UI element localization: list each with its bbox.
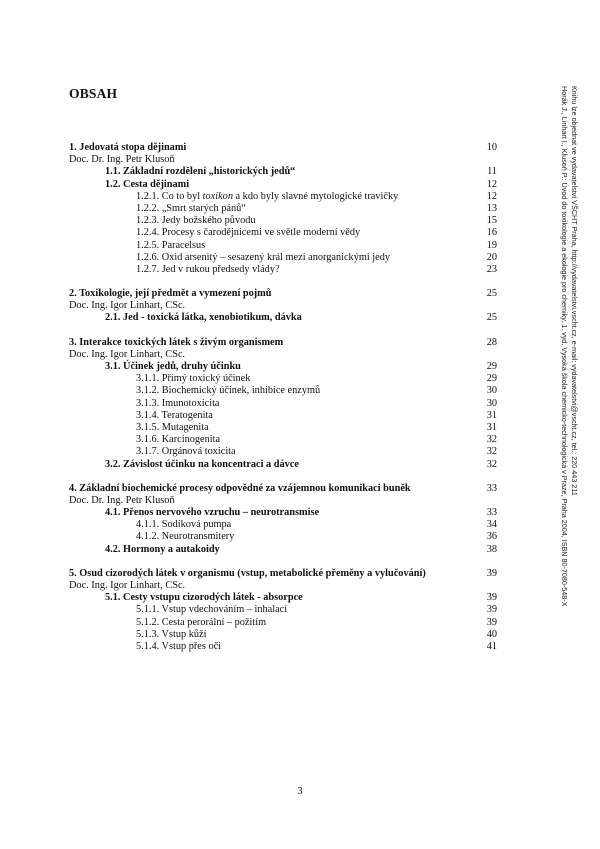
toc-entry-title: 4.1.2. Neurotransmitery	[136, 531, 235, 543]
toc-entry-page: 20	[486, 251, 497, 263]
toc-entry-page: 41	[486, 640, 497, 652]
toc-entry-title: 2.1. Jed - toxická látka, xenobiotikum, dávka	[105, 312, 302, 324]
toc-author	[69, 300, 497, 312]
toc-entry-title: 3.1.1. Přímý toxický účinek	[136, 373, 251, 385]
toc-entry-page: 36	[486, 531, 497, 543]
page-title: OBSAH	[69, 86, 118, 101]
toc-entry-page: 12	[486, 190, 497, 202]
toc-entry-title: 3.1.3. Imunotoxicita	[136, 397, 220, 409]
toc-entry-page: 19	[486, 239, 497, 251]
section-gap	[69, 471, 497, 483]
toc-entry-title: 4. Základní biochemické procesy odpovědné za vzájemnou komunikaci buněk	[69, 482, 411, 494]
toc-entry	[69, 641, 497, 653]
toc-entry-page: 29	[486, 373, 497, 385]
toc-entry-title: 5.1.4. Vstup přes oči	[136, 640, 222, 652]
toc-entry-title: 3.1.7. Orgánová toxicita	[136, 446, 236, 458]
toc-entry-title: 1.2.4. Procesy s čarodějnicemi ve světle moderní vědy	[136, 227, 361, 239]
toc-entry	[69, 410, 497, 422]
toc-entry-page: 39	[486, 592, 497, 604]
toc-entry-title: 1.1. Základní rozdělení „historických jedů“	[105, 166, 296, 178]
toc-entry-title: 1.2.3. Jedy božského původu	[136, 215, 256, 227]
toc-entry-title: 4.2. Hormony a autakoidy	[105, 543, 220, 555]
toc-entry	[69, 398, 497, 410]
toc-entry-title: 1.2.5. Paracelsus	[136, 239, 206, 251]
toc-entry-page: 40	[486, 628, 497, 640]
toc-entry-page: 29	[486, 361, 497, 372]
toc-entry-title: 5.1. Cesty vstupu cizorodých látek - absorpce	[105, 592, 303, 604]
toc-entry	[69, 288, 497, 300]
toc-entry-title: 1.2.2. „Smrt starých pánů“	[136, 202, 246, 214]
toc-entry	[69, 544, 497, 556]
toc-entry-title: Doc. Ing. Igor Linhart, CSc.	[69, 300, 186, 312]
section-gap	[69, 325, 497, 337]
toc-entry-title: 2. Toxikologie, její předmět a vymezení pojmů	[69, 288, 272, 300]
toc-entry	[69, 617, 497, 629]
toc-entry-page: 31	[486, 409, 497, 421]
toc-entry-page: 30	[486, 397, 497, 409]
section-gap	[69, 276, 497, 288]
toc-entry	[69, 361, 497, 373]
toc-entry-page: 16	[486, 227, 497, 239]
toc-entry	[69, 434, 497, 446]
toc-entry	[69, 337, 497, 349]
toc-entry	[69, 385, 497, 397]
toc-entry-title: 5.1.3. Vstup kůží	[136, 628, 207, 640]
toc-entry-title: 3.1.4. Teratogenita	[136, 409, 213, 421]
toc-entry	[69, 507, 497, 519]
citation-line: Horák J., Linhart I., Klusoň P.: Úvod do toxikologie a ekologie pro chemiky, 1. vyd. Vysoká škola chemicko-technologická v Praze, Praha 2004, ISBN 80-7080-548-X	[560, 86, 569, 607]
toc-entry-title: 3.1.6. Karcinogenita	[136, 434, 221, 446]
toc-entry-title: 5. Osud cizorodých látek v organismu (vstup, metabolické přeměny a vylučování)	[69, 567, 426, 579]
toc-entry-title: Doc. Dr. Ing. Petr Klusoň	[69, 154, 175, 166]
toc-entry-page: 32	[486, 434, 497, 446]
toc-entry	[69, 604, 497, 616]
toc-entry-page: 39	[486, 567, 497, 579]
toc-entry	[69, 422, 497, 434]
toc-entry-title: 3. Interakce toxických látek s živým organismem	[69, 336, 284, 348]
order-info-line: Knihu lze objednat ve vydavatelství VŠCHT Praha, http://vydavatelstvi.vscht.cz, e-mail: vydavatelstvi@vscht.cz, tel.: 220 443 211	[570, 86, 579, 496]
toc-entry	[69, 203, 497, 215]
toc-entry-page: 25	[486, 288, 497, 300]
toc-entry-page: 15	[486, 215, 497, 227]
toc-entry-title: 1.2.7. Jed v rukou předsedy vlády?	[136, 263, 280, 275]
toc-entry	[69, 240, 497, 252]
toc-entry	[69, 252, 497, 264]
toc-entry	[69, 191, 497, 203]
toc-entry-page: 38	[486, 543, 497, 555]
toc-entry-title: Doc. Ing. Igor Linhart, CSc.	[69, 580, 186, 591]
toc-entry-page: 10	[486, 142, 497, 153]
toc-entry	[69, 142, 497, 154]
toc-entry-page: 32	[486, 446, 497, 458]
toc-entry-title: Doc. Dr. Ing. Petr Klusoň	[69, 494, 175, 506]
toc-entry	[69, 264, 497, 276]
toc-author	[69, 154, 497, 166]
toc-entry-page: 12	[486, 178, 497, 190]
toc-entry	[69, 215, 497, 227]
toc-entry-title: 4.1. Přenos nervového vzruchu – neurotransmise	[105, 507, 320, 519]
toc-entry-page: 13	[486, 202, 497, 214]
toc-entry-title: 3.1.2. Biochemický účinek, inhibice enzymů	[136, 385, 321, 397]
toc-entry	[69, 179, 497, 191]
toc-entry	[69, 592, 497, 604]
toc-entry-title: 3.1.5. Mutagenita	[136, 421, 209, 433]
table-of-contents	[69, 142, 497, 653]
toc-entry	[69, 531, 497, 543]
toc-entry-title: 1.2.1. Co to byl toxikon a kdo byly slavné mytologické travičky	[136, 190, 399, 202]
toc-entry-title: 3.1. Účinek jedů, druhy účinku	[105, 361, 241, 372]
toc-entry	[69, 227, 497, 239]
toc-entry-title: 3.2. Závislost účinku na koncentraci a dávce	[105, 458, 299, 470]
toc-author	[69, 495, 497, 507]
toc-entry-page: 33	[486, 507, 497, 519]
toc-entry-title: 5.1.1. Vstup vdechováním – inhalací	[136, 604, 288, 616]
toc-entry-page: 30	[486, 385, 497, 397]
section-gap	[69, 556, 497, 568]
toc-entry	[69, 459, 497, 471]
toc-entry	[69, 166, 497, 178]
toc-entry-page: 39	[486, 616, 497, 628]
toc-entry-title: 1. Jedovatá stopa dějinami	[69, 142, 187, 153]
toc-entry-title: 4.1.1. Sodíková pumpa	[136, 519, 232, 531]
toc-entry-title: 5.1.2. Cesta perorální – požitím	[136, 616, 267, 628]
toc-entry	[69, 519, 497, 531]
toc-author	[69, 349, 497, 361]
toc-entry-page: 31	[486, 421, 497, 433]
toc-entry-page: 39	[486, 604, 497, 616]
toc-entry	[69, 483, 497, 495]
toc-entry-page: 32	[486, 458, 497, 470]
toc-entry-title: 1.2. Cesta dějinami	[105, 178, 190, 190]
toc-entry-page: 34	[486, 519, 497, 531]
toc-entry-title: 1.2.6. Oxid arsenitý – sesazený král mezi anorganickými jedy	[136, 251, 391, 263]
toc-entry	[69, 446, 497, 458]
publisher-note	[559, 86, 589, 686]
toc-entry-page: 28	[486, 336, 497, 348]
toc-author	[69, 580, 497, 592]
page-number: 3	[297, 786, 303, 797]
toc-entry	[69, 312, 497, 324]
toc-entry	[69, 373, 497, 385]
toc-entry-page: 33	[486, 482, 497, 494]
toc-entry-title: Doc. Ing. Igor Linhart, CSc.	[69, 348, 186, 360]
toc-entry-page: 25	[486, 312, 497, 324]
toc-entry-page: 11	[487, 166, 497, 178]
toc-entry	[69, 568, 497, 580]
toc-entry-page: 23	[486, 263, 497, 275]
toc-entry	[69, 629, 497, 641]
